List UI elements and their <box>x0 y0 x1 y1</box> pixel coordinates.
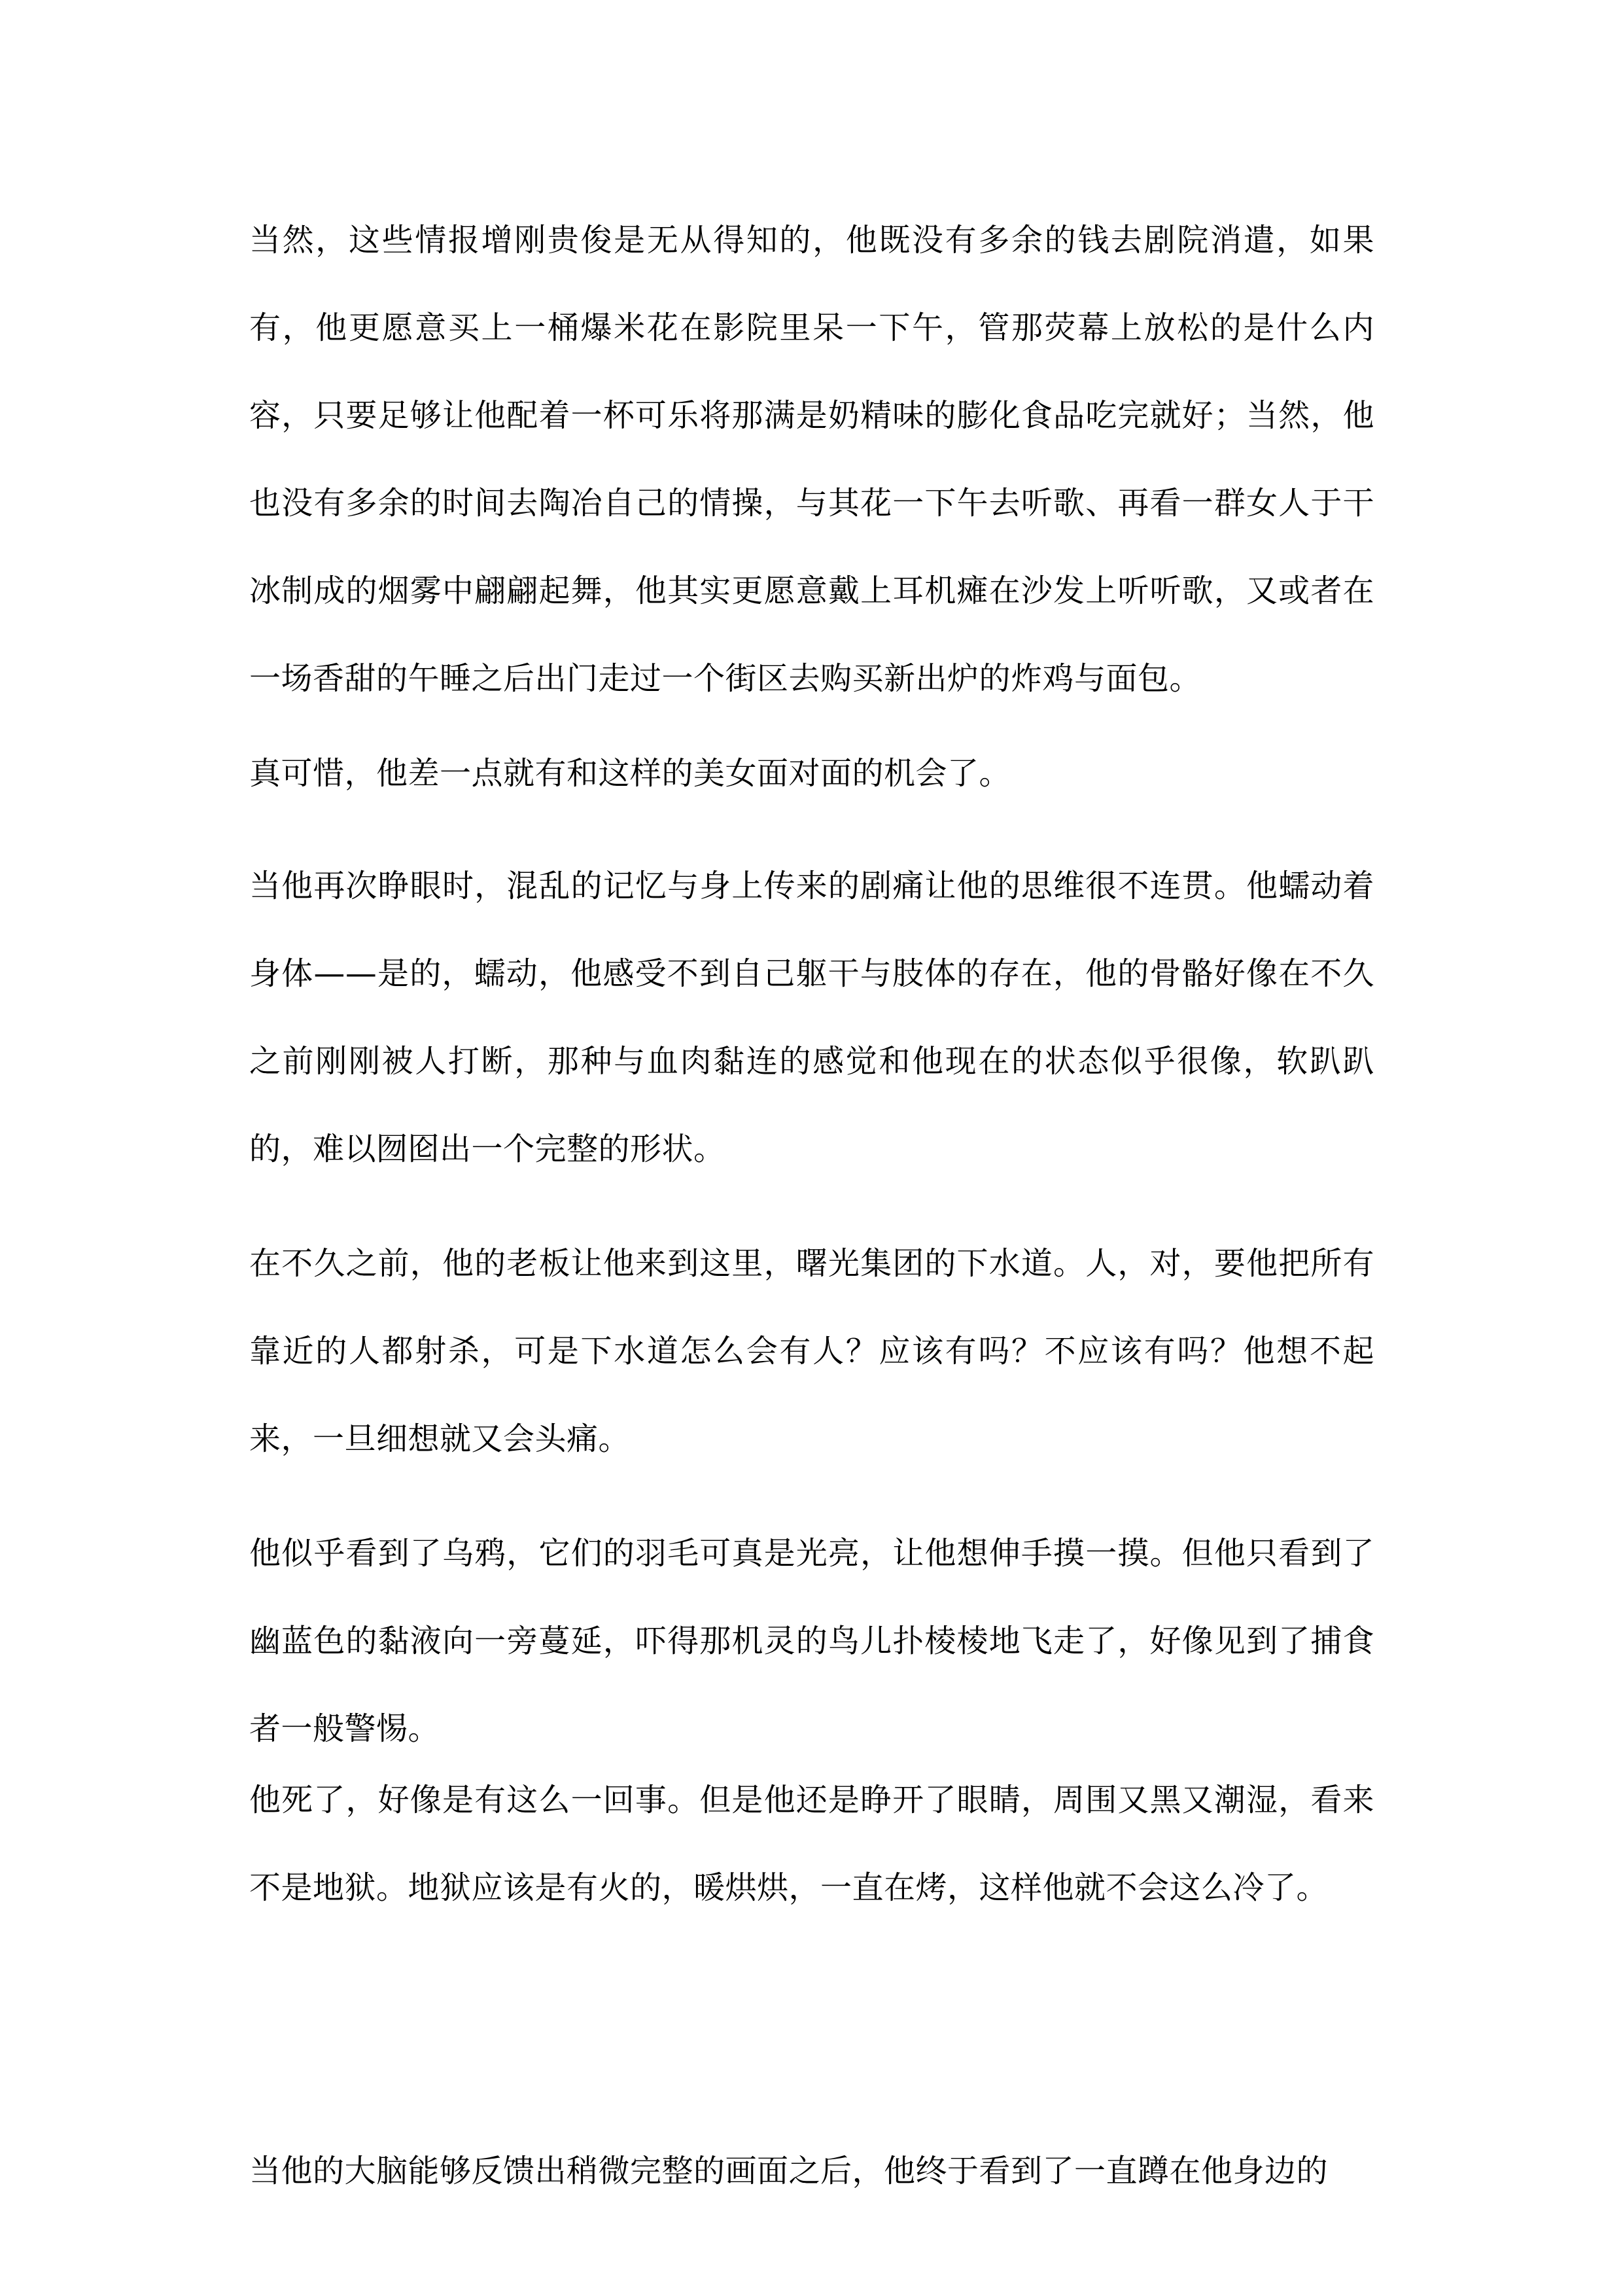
paragraph-5: 他似乎看到了乌鸦，它们的羽毛可真是光亮，让他想伸手摸一摸。但他只看到了幽蓝色的黏液向一旁蔓延，吓得那机灵的鸟儿扑棱棱地飞走了，好像见到了捕食者一般警惕。 <box>249 1535 1374 1747</box>
paragraph-6: 他死了，好像是有这么一回事。但是他还是睁开了眼睛，周围又黑又潮湿，看来不是地狱。地狱应该是有火的，暖烘烘，一直在烤，这样他就不会这么冷了。 <box>249 1782 1374 1906</box>
document-page <box>249 0 1374 2296</box>
paragraph-3: 当他再次睁眼时，混乱的记忆与身上传来的剧痛让他的思维很不连贯。他蠕动着身体——是的，蠕动，他感受不到自己躯干与肢体的存在，他的骨骼好像在不久之前刚刚被人打断，那种与血肉黏连的感觉和他现在的状态似乎很像，软趴趴的，难以囫囵出一个完整的形状。 <box>249 868 1374 1167</box>
paragraph-7: 当他的大脑能够反馈出稍微完整的画面之后，他终于看到了一直蹲在他身边的 <box>249 2153 1329 2189</box>
paragraph-2: 真可惜，他差一点就有和这样的美女面对面的机会了。 <box>249 755 1011 792</box>
paragraph-1: 当然，这些情报增刚贵俊是无从得知的，他既没有多余的钱去剧院消遣，如果有，他更愿意买上一桶爆米花在影院里呆一下午，管那荧幕上放松的是什么内容，只要足够让他配着一杯可乐将那满是奶精味的膨化食品吃完就好；当然，他也没有多余的时间去陶冶自己的情操，与其花一下午去听歌、再看一群女人于干冰制成的烟雾中翩翩起舞，他其实更愿意戴上耳机瘫在沙发上听听歌，又或者在一场香甜的午睡之后出门走过一个街区去购买新出炉的炸鸡与面包。 <box>249 222 1374 697</box>
paragraph-4: 在不久之前，他的老板让他来到这里，曙光集团的下水道。人，对，要他把所有靠近的人都射杀，可是下水道怎么会有人？应该有吗？不应该有吗？他想不起来，一旦细想就又会头痛。 <box>249 1245 1374 1457</box>
